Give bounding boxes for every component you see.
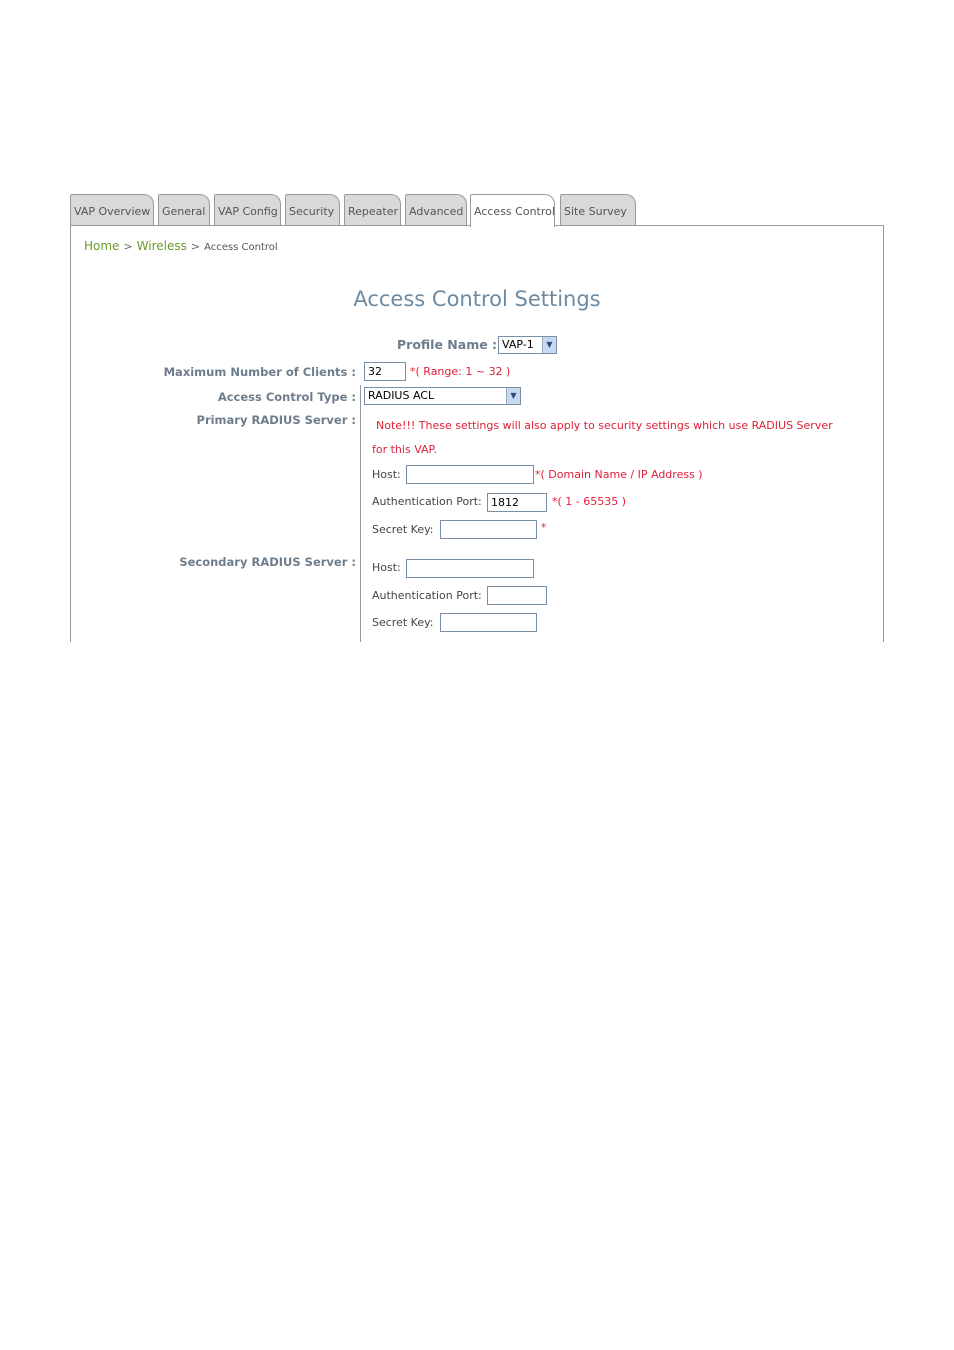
breadcrumb-separator: > [190,240,201,253]
access-control-type-label: Access Control Type : [217,390,356,404]
max-clients-input[interactable]: 32 [364,362,406,381]
primary-host-input[interactable] [406,465,534,484]
secondary-secret-key-input[interactable] [440,613,537,632]
primary-host-label: Host: [372,468,401,481]
profile-name-label: Profile Name : [397,337,498,352]
secondary-host-label: Host: [372,561,401,574]
tab-repeater[interactable]: Repeater [344,194,401,225]
tab-site-survey[interactable]: Site Survey [560,194,636,225]
primary-host-hint: *( Domain Name / IP Address ) [535,468,703,481]
form-divider [360,385,361,642]
page-title: Access Control Settings [353,287,601,311]
access-control-type-select[interactable] [364,387,521,405]
chevron-down-icon[interactable]: ▼ [506,388,520,404]
profile-name-value: VAP-1 [502,338,534,351]
breadcrumb [84,239,278,253]
access-control-type-value: RADIUS ACL [368,389,435,402]
breadcrumb-separator: > [123,240,133,253]
tab-access-control[interactable]: Access Control [470,194,555,227]
secondary-secret-key-label: Secret Key: [372,616,434,629]
chevron-down-icon[interactable]: ▼ [542,337,556,353]
tab-vap-config[interactable]: VAP Config [214,194,281,225]
secondary-port-input[interactable] [487,586,547,605]
breadcrumb-home[interactable]: Home [84,239,120,253]
secondary-port-label: Authentication Port: [372,589,482,602]
primary-radius-label: Primary RADIUS Server : [196,413,356,427]
profile-name-select[interactable] [498,336,557,354]
primary-port-hint: *( 1 - 65535 ) [552,495,627,508]
primary-secret-key-input[interactable] [440,520,537,539]
tab-general[interactable]: General [158,194,210,225]
primary-port-input[interactable]: 1812 [487,493,547,512]
tab-vap-overview[interactable]: VAP Overview [70,194,154,225]
radius-note-line1: Note!!! These settings will also apply to security settings which use RADIUS Server [376,419,833,432]
max-clients-label: Maximum Number of Clients : [163,365,356,379]
primary-secret-key-label: Secret Key: [372,523,434,536]
breadcrumb-current: Access Control [204,242,278,253]
tab-bar [70,194,890,226]
breadcrumb-wireless[interactable]: Wireless [136,239,187,253]
primary-port-label: Authentication Port: [372,495,482,508]
secondary-host-input[interactable] [406,559,534,578]
tab-advanced[interactable]: Advanced [405,194,467,225]
radius-note-line2: for this VAP. [372,443,437,456]
primary-secret-key-hint: * [541,521,547,534]
tab-security[interactable]: Security [285,194,340,225]
max-clients-hint: *( Range: 1 ~ 32 ) [410,365,511,378]
secondary-radius-label: Secondary RADIUS Server : [179,555,356,569]
